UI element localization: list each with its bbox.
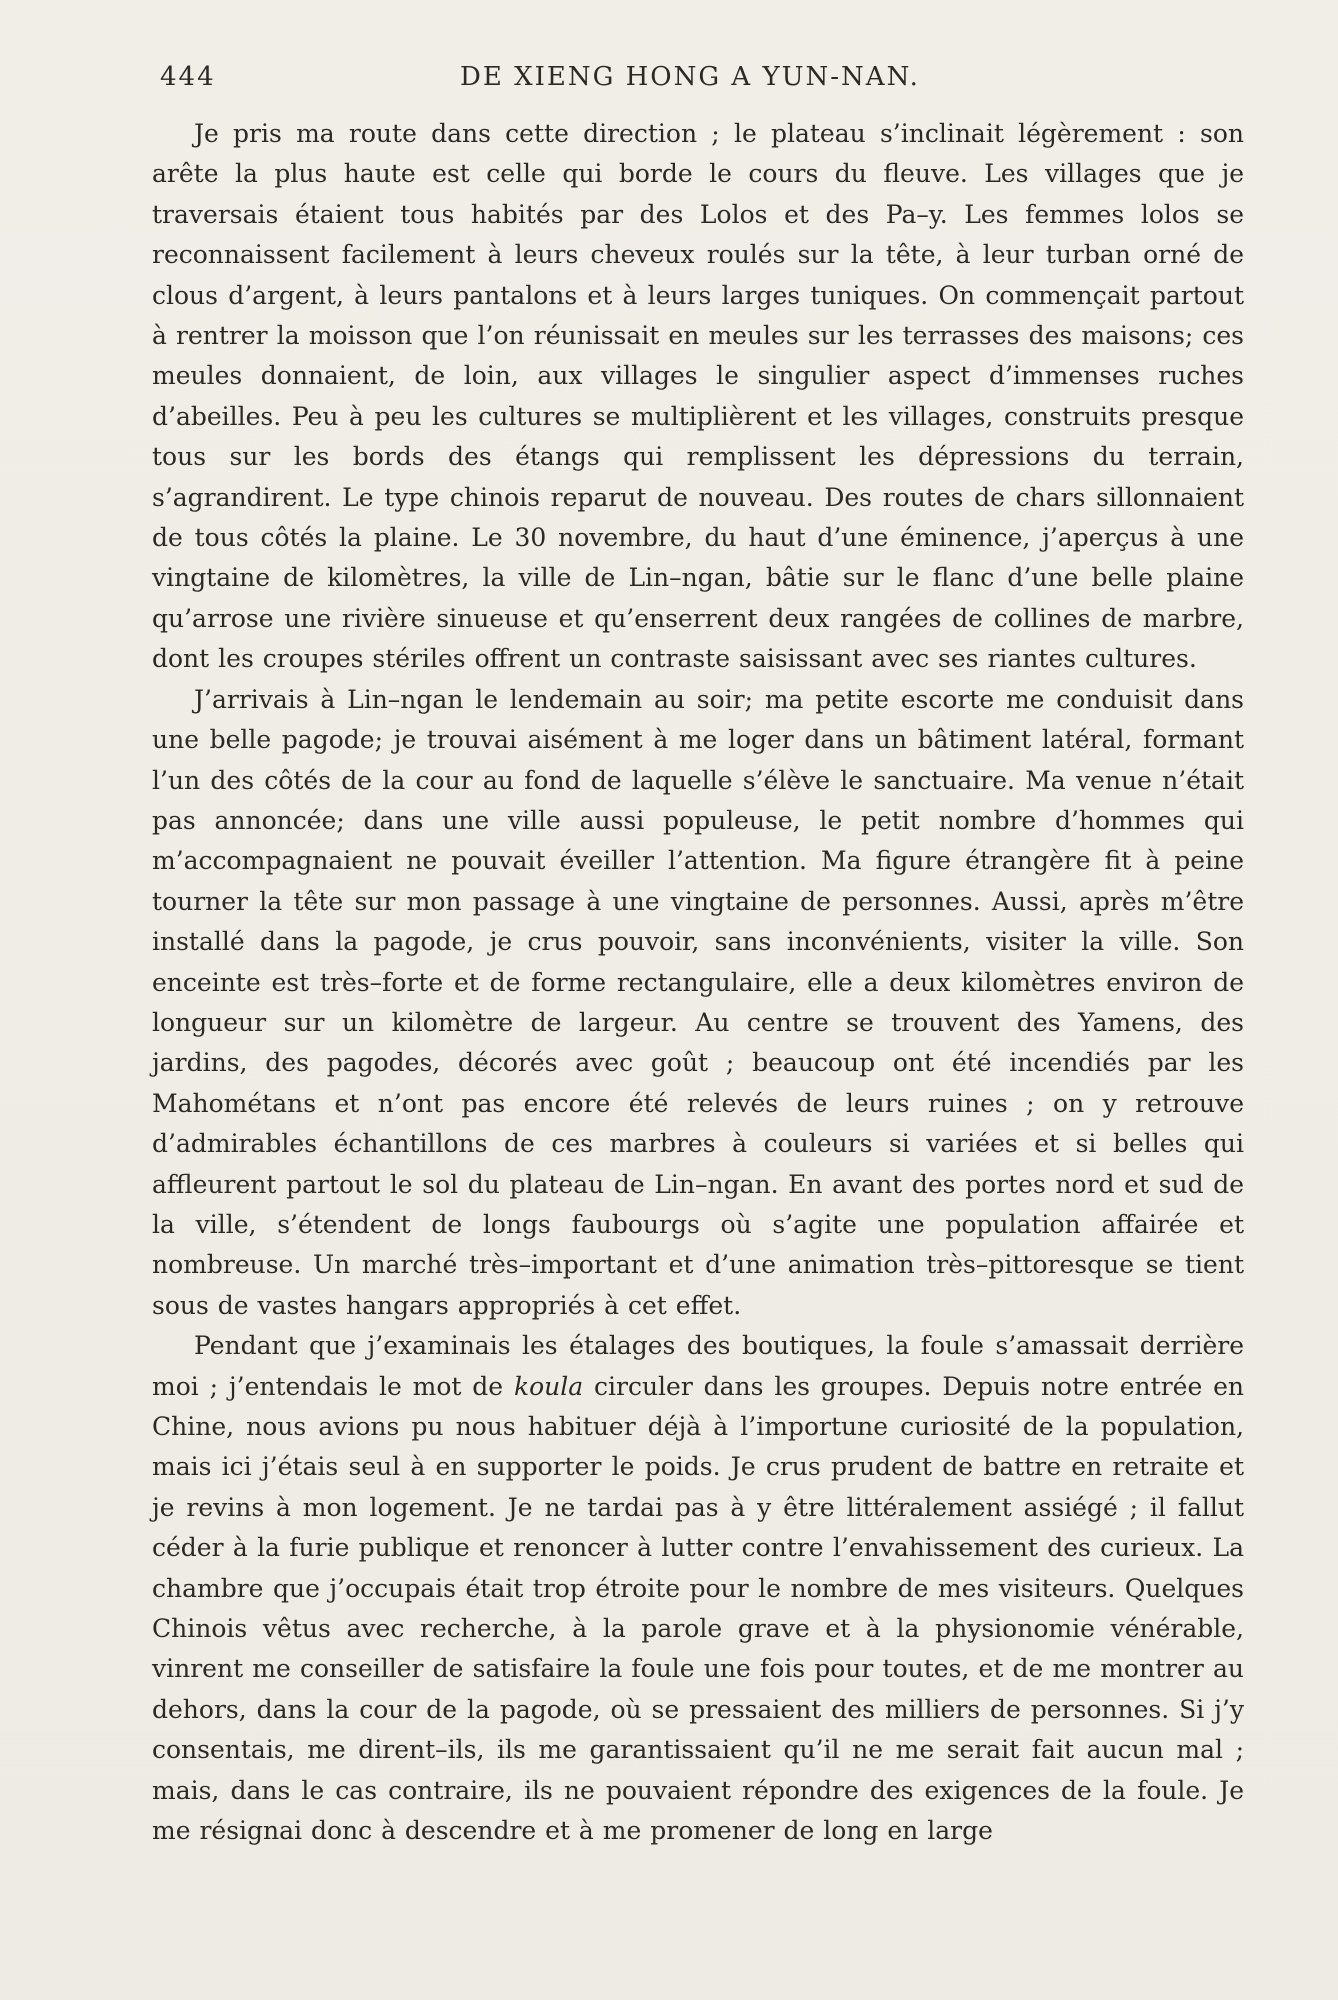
paragraph-3-text-after: circuler dans les groupes. Depuis notre entrée en Chine, nous avions pu nous habituer déjà à l’importune curiosité de la population, mais ici j’étais seul à en supporter le poids. Je crus prudent de battre en retraite et je revins à mon logement. Je ne tardai pas à y être littéralement assiégé ; il fallut céder à la furie publique et renoncer à lutter contre l’envahissement des curieux. La chambre que j’occupais était trop étroite pour le nombre de mes visiteurs. Quelques Chinois vêtus avec recherche, à la parole grave et à la physionomie vénérable, vinrent me conseiller de satisfaire la foule une fois pour toutes, et de me montrer au dehors, dans la cour de la pagode, où se pressaient des milliers de personnes. Si j’y consentais, me dirent–ils, ils me garantissaient qu’il ne me serait fait aucun mal ; mais, dans le cas contraire, ils ne pouvaient répondre des exigences de la foule. Je me résignai donc à descendre et à me promener de long en large [152,1371,1244,1846]
running-title: DE XIENG HONG A YUN-NAN. [460,62,920,92]
paragraph-2: J’arrivais à Lin–ngan le lendemain au soir; ma petite escorte me conduisit dans une belle pagode; je trouvai aisément à me loger dans un bâtiment latéral, formant l’un des côtés de la cour au fond de laquelle s’élève le sanctuaire. Ma venue n’était pas annoncée; dans une ville aussi populeuse, le petit nombre d’hommes qui m’accompagnaient ne pouvait éveiller l’attention. Ma figure étrangère fit à peine tourner la tête sur mon passage à une vingtaine de personnes. Aussi, après m’être installé dans la pagode, je crus pouvoir, sans inconvénients, visiter la ville. Son enceinte est très–forte et de forme rectangulaire, elle a deux kilomètres environ de longueur sur un kilomètre de largeur. Au centre se trouvent des Yamens, des jardins, des pagodes, décorés avec goût ; beaucoup ont été incendiés par les Mahométans et n’ont pas encore été relevés de leurs ruines ; on y retrouve d’admirables échantillons de ces marbres à couleurs si variées et si belles qui affleurent partout le sol du plateau de Lin–ngan. En avant des portes nord et sud de la ville, s’étendent de longs faubourgs où s’agite une population affairée et nombreuse. Un marché très–important et d’une animation très–pittoresque se tient sous de vastes hangars appropriés à cet effet. [152,684,1244,1320]
paragraph-1: Je pris ma route dans cette direction ; le plateau s’inclinait légèrement : son arête la plus haute est celle qui borde le cours du fleuve. Les villages que je traversais étaient tous habités par des Lolos et des Pa–y. Les femmes lolos se reconnaissent facilement à leurs cheveux roulés sur la tête, à leur turban orné de clous d’argent, à leurs pantalons et à leurs larges tuniques. On commençait partout à rentrer la moisson que l’on réunissait en meules sur les terrasses des maisons; ces meules donnaient, de loin, aux villages le singulier aspect d’immenses ruches d’abeilles. Peu à peu les cultures se multiplièrent et les villages, construits presque tous sur les bords des étangs qui remplissent les dépressions du terrain, s’agrandirent. Le type chinois reparut de nouveau. Des routes de chars sillonnaient de tous côtés la plaine. Le 30 novembre, du haut d’une éminence, j’aperçus à une vingtaine de kilomètres, la ville de Lin–ngan, bâtie sur le flanc d’une belle plaine qu’arrose une rivière sinueuse et qu’enserrent deux rangées de collines de marbre, dont les croupes stériles offrent un contraste saisissant avec ses riantes cultures. [152,119,1244,674]
body-text [152,114,1244,1851]
paragraph-3-text-before: Pendant que j’examinais les étalages des boutiques, la foule s’amassait derrière moi ; j’entendais le mot de [152,1331,1244,1401]
page-header [160,52,1242,102]
italic-word-koula: koula [513,1371,584,1401]
paragraph-3 [152,1326,1244,1851]
page-number: 444 [160,62,216,92]
